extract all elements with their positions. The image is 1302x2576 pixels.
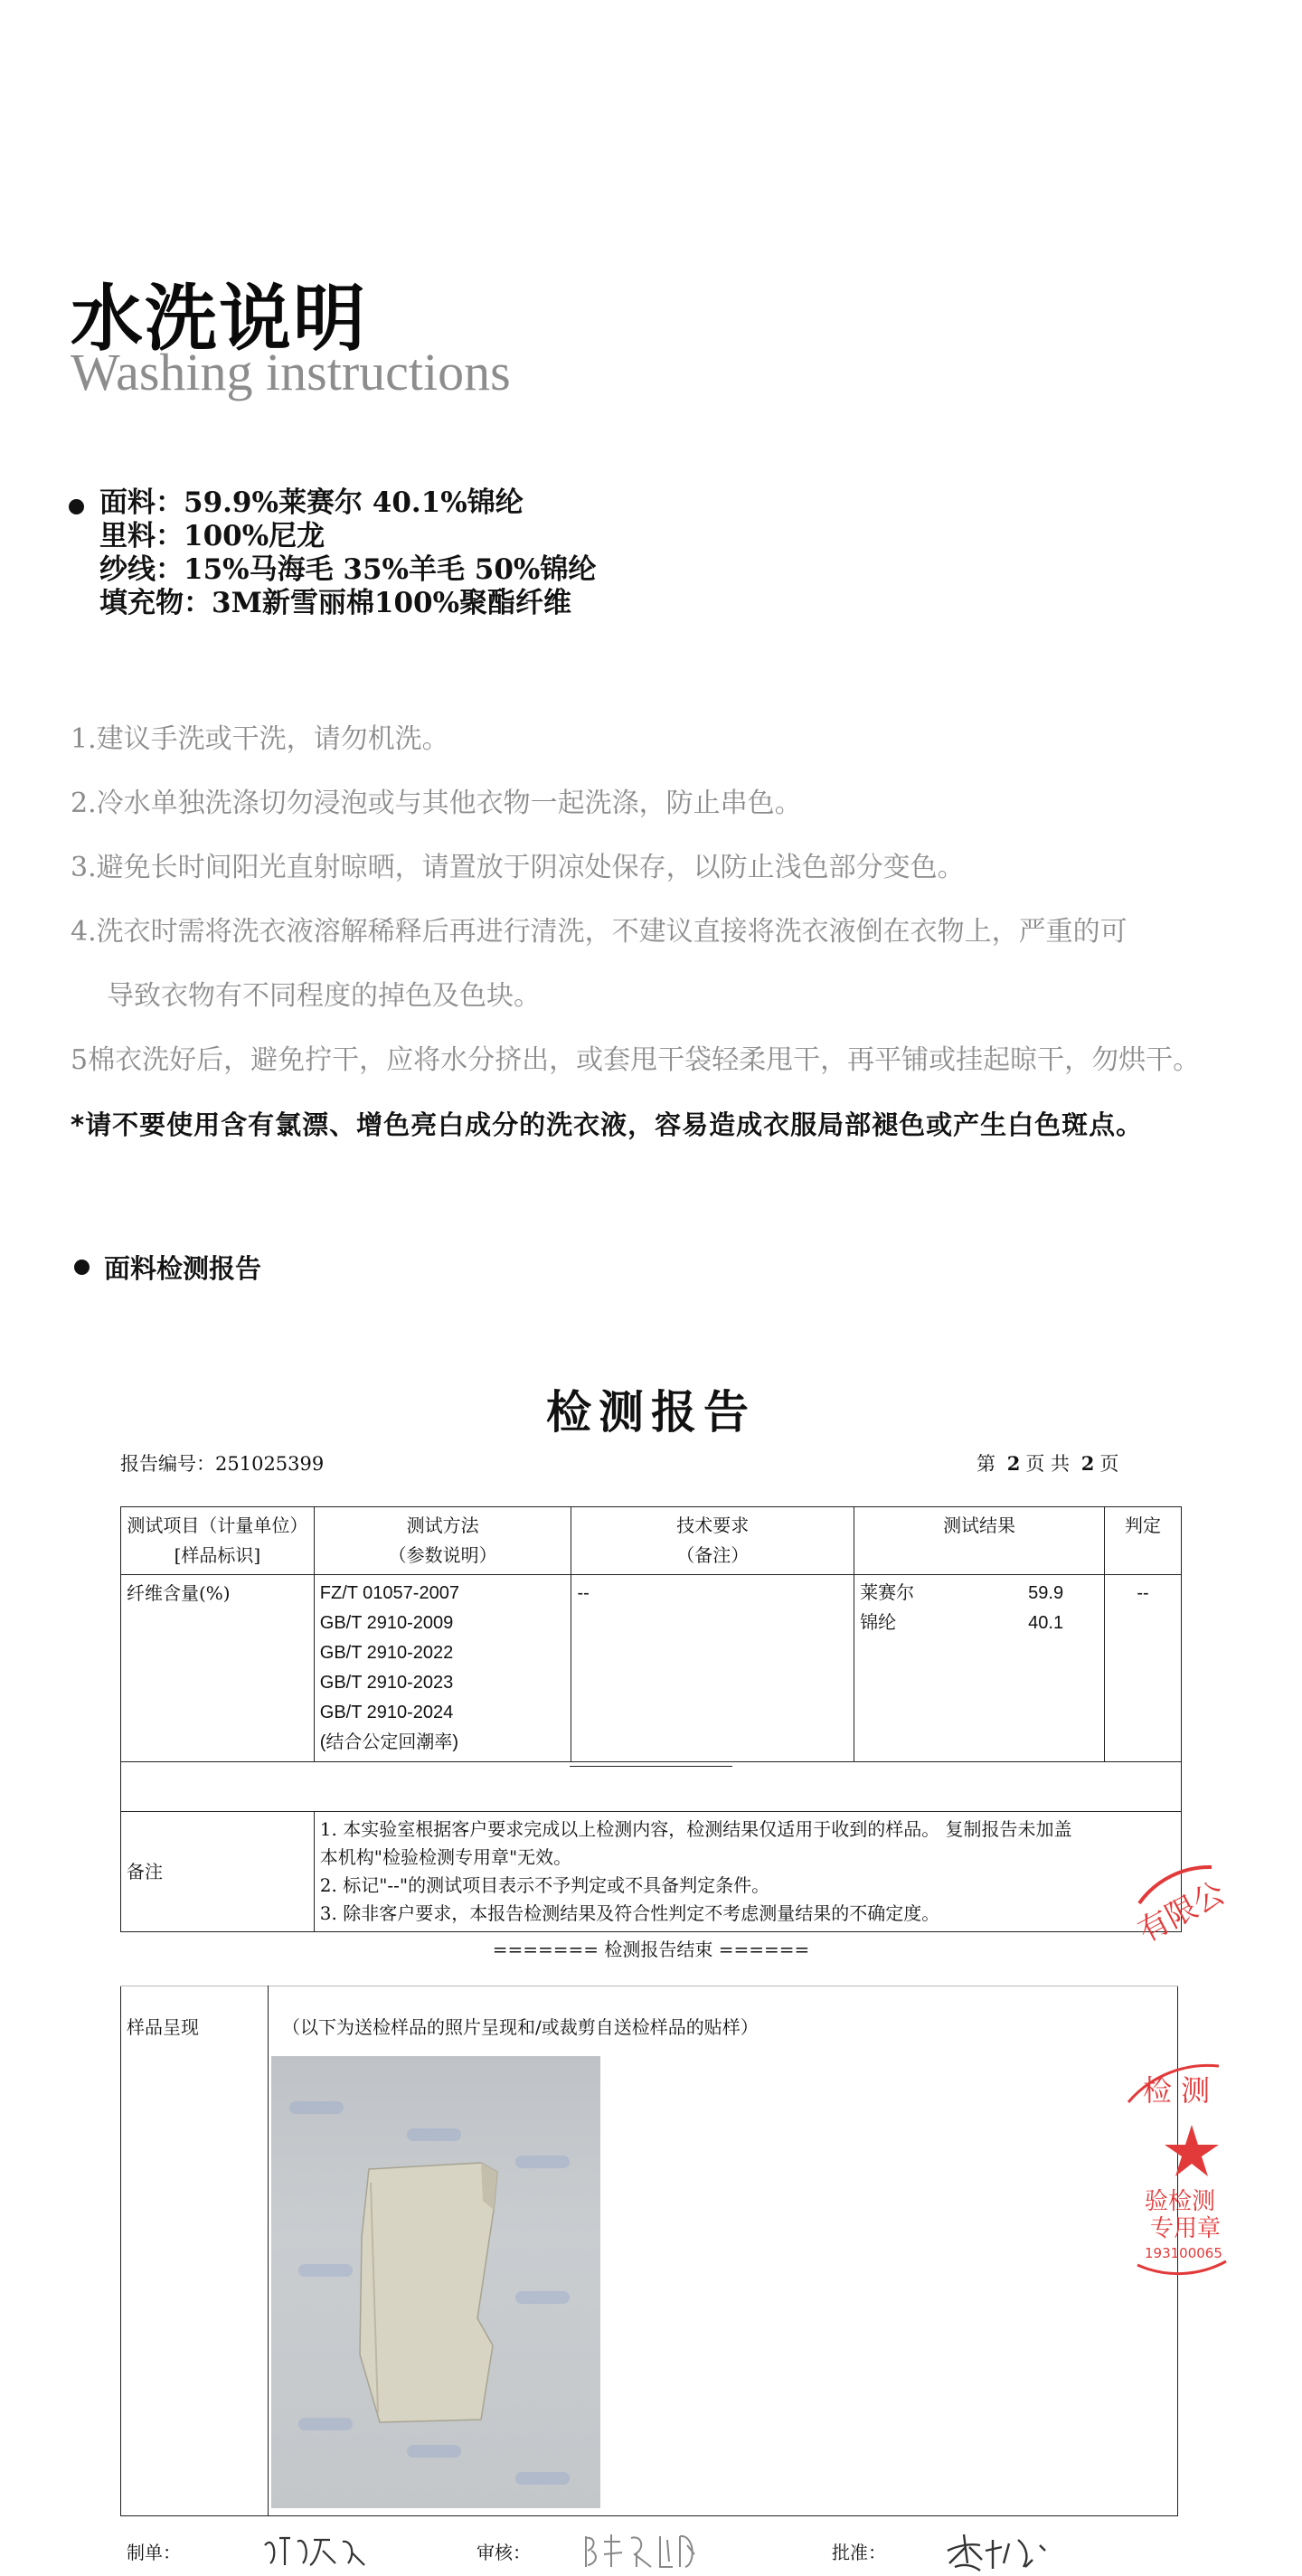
result-row — [860, 1609, 1063, 1638]
remark-line: 3. 除非客户要求，本报告检测结果及符合性判定不考虑测量结果的不确定度。 — [319, 1902, 940, 1924]
sample-note: （以下为送检样品的照片呈现和/或裁剪自送检样品的贴样） — [282, 2016, 759, 2038]
header-requirement — [571, 1507, 854, 1575]
approver-label: 批准： — [832, 2542, 886, 2563]
test-report — [0, 1356, 1302, 2574]
inspection-stamp — [1119, 2048, 1228, 2274]
table-row — [121, 1575, 1182, 1762]
maker-signature — [258, 2527, 384, 2572]
result-row — [860, 1579, 1063, 1609]
header-method-line2: （参数说明） — [388, 1544, 497, 1566]
report-table — [120, 1506, 1182, 1932]
care-item: 1.建议手洗或干洗，请勿机洗。 — [71, 723, 449, 755]
result-value: 40.1 — [1028, 1613, 1064, 1633]
divider — [570, 1766, 732, 1767]
page-prefix: 第 — [976, 1453, 995, 1475]
header-method-line1: 测试方法 — [406, 1514, 479, 1536]
table-header-row — [121, 1507, 1182, 1575]
header-item — [121, 1507, 315, 1575]
header-method — [314, 1507, 571, 1575]
cell-requirement: -- — [571, 1575, 854, 1762]
material-shell: 面料：59.9%莱赛尔 40.1%锦纶 — [99, 486, 524, 519]
header-req-line2: （备注） — [676, 1544, 750, 1566]
page-mid: 页 共 — [1025, 1453, 1070, 1475]
remark-line: 2. 标记"--"的测试项目表示不予判定或不具备判定条件。 — [319, 1874, 770, 1896]
header-result — [854, 1507, 1105, 1575]
method-line: GB/T 2910-2009 — [319, 1613, 454, 1633]
cell-methods — [314, 1575, 571, 1762]
header-verdict — [1105, 1507, 1182, 1575]
spacer-cell — [121, 1762, 1182, 1812]
page-subtitle: Washing instructions — [71, 343, 511, 401]
divider — [268, 1986, 269, 2515]
bullet-icon — [69, 499, 84, 514]
report-page-indicator — [976, 1449, 1118, 1477]
material-lining: 里料：100%尼龙 — [99, 520, 326, 552]
page-suffix: 页 — [1099, 1453, 1119, 1475]
remarks-label: 备注 — [121, 1812, 315, 1932]
svg-text:有限公: 有限公 — [1132, 1874, 1231, 1950]
header-item-line2: [样品标识] — [174, 1544, 261, 1566]
header-item-line1: 测试项目（计量单位） — [127, 1514, 308, 1536]
report-end-mark: ======= 检测报告结束 ====== — [492, 1939, 810, 1960]
remarks-row — [121, 1812, 1182, 1932]
cell-item: 纤维含量(%) — [121, 1575, 315, 1762]
report-section-label: 面料检测报告 — [104, 1253, 262, 1284]
maker-label: 制单： — [127, 2542, 181, 2563]
report-title: 检测报告 — [546, 1385, 756, 1439]
care-item: 3.避免长时间阳光直射晾晒，请置放于阴凉处保存，以防止浅色部分变色。 — [71, 852, 965, 883]
care-item-continued: 导致衣物有不同程度的掉色及色块。 — [107, 980, 541, 1012]
sample-photo — [271, 2056, 600, 2508]
report-section-heading — [74, 1249, 261, 1286]
materials-list — [69, 486, 596, 620]
remark-line: 1. 本实验室根据客户要求完成以上检测内容，检测结果仅适用于收到的样品。 复制报告未加盖 — [319, 1818, 1072, 1840]
table-spacer-row — [121, 1762, 1182, 1812]
svg-text:检 测: 检 测 — [1143, 2073, 1211, 2108]
material-yarn: 纱线：15%马海毛 35%羊毛 50%锦纶 — [99, 553, 597, 586]
result-name: 锦纶 — [860, 1613, 897, 1633]
result-name: 莱赛尔 — [860, 1583, 915, 1603]
seal-stamp — [1121, 1858, 1231, 1976]
method-line: GB/T 2910-2024 — [319, 1703, 454, 1722]
method-line: GB/T 2910-2023 — [319, 1673, 454, 1693]
report-number: 报告编号：251025399 — [120, 1453, 325, 1475]
method-line: GB/T 2910-2022 — [319, 1643, 454, 1663]
cell-verdict: -- — [1105, 1575, 1182, 1762]
cell-results — [854, 1575, 1105, 1762]
sample-section — [120, 1986, 1178, 2516]
care-item: 5棉衣洗好后，避免拧干，应将水分挤出，或套甩干袋轻柔甩干，再平铺或挂起晾干，勿烘干。 — [71, 1044, 1201, 1076]
approver-signature — [940, 2527, 1067, 2576]
header-req-line1: 技术要求 — [676, 1514, 750, 1536]
care-instructions — [71, 719, 1282, 1146]
svg-text:验检测: 验检测 — [1145, 2188, 1216, 2215]
header-verdict-label: 判定 — [1125, 1514, 1162, 1536]
reviewer-signature — [579, 2527, 723, 2572]
care-item: 2.冷水单独洗涤切勿浸泡或与其他衣物一起洗涤，防止串色。 — [71, 788, 802, 819]
care-warning: *请不要使用含有氯漂、增色亮白成分的洗衣液，容易造成衣服局部褪色或产生白色斑点。 — [71, 1109, 1144, 1140]
method-line: (结合公定回潮率) — [319, 1732, 459, 1752]
page-current: 2 — [1006, 1452, 1021, 1475]
bullet-icon — [74, 1260, 90, 1275]
signature-row — [127, 2527, 1121, 2572]
method-line: FZ/T 01057-2007 — [319, 1583, 459, 1603]
svg-text:193100065: 193100065 — [1145, 2245, 1222, 2261]
sample-label: 样品呈现 — [127, 2016, 199, 2038]
fabric-swatch — [271, 2056, 600, 2508]
page-total: 2 — [1080, 1452, 1095, 1475]
reviewer-label: 审核： — [476, 2542, 531, 2563]
header-result-label: 测试结果 — [943, 1514, 1016, 1536]
result-value: 59.9 — [1028, 1583, 1064, 1603]
care-item: 4.洗衣时需将洗衣液溶解稀释后再进行清洗，不建议直接将洗衣液倒在衣物上，严重的可 — [71, 916, 1127, 948]
remarks-text — [314, 1812, 1181, 1932]
page-title: 水洗说明 — [71, 276, 367, 361]
material-filling: 填充物：3M新雪丽棉100%聚酯纤维 — [99, 587, 572, 619]
svg-text:专用章: 专用章 — [1150, 2215, 1222, 2242]
remark-line: 本机构"检验检测专用章"无效。 — [319, 1846, 572, 1868]
